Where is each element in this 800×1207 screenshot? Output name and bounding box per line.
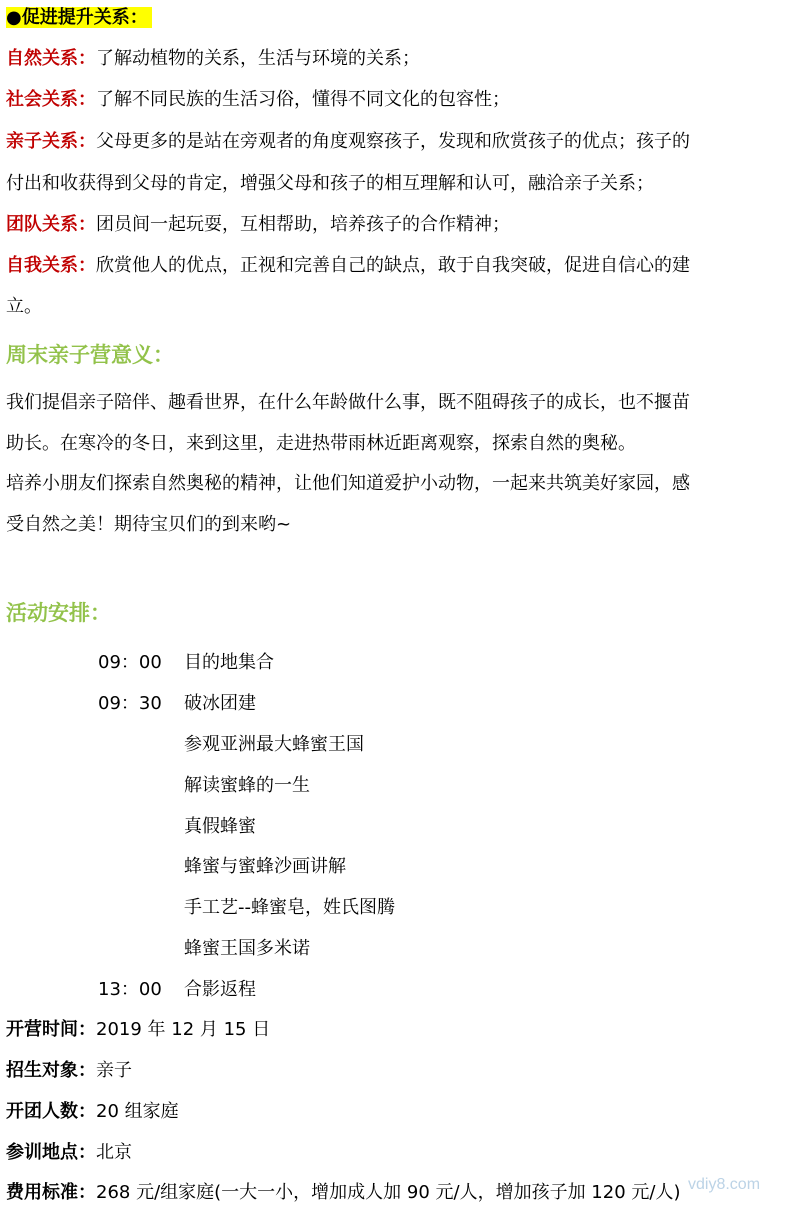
schedule-item: 参观亚洲最大蜂蜜王国 bbox=[184, 734, 364, 755]
schedule-time: 09：00 bbox=[98, 652, 162, 673]
relation-text: 了解不同民族的生活习俗，懂得不同文化的包容性； bbox=[96, 89, 510, 110]
info-label: 招生对象： bbox=[6, 1060, 96, 1081]
paragraph-line: 助长。在寒冷的冬日，来到这里，走进热带雨林近距离观察，探索自然的奥秘。 bbox=[6, 433, 636, 454]
schedule-item: 目的地集合 bbox=[184, 652, 274, 673]
relation-label: 社会关系： bbox=[6, 89, 96, 110]
schedule-item: 蜂蜜王国多米诺 bbox=[184, 938, 310, 959]
paragraph-line: 我们提倡亲子陪伴、趣看世界，在什么年龄做什么事，既不阻碍孩子的成长，也不揠苗 bbox=[6, 392, 690, 413]
relation-row bbox=[6, 254, 796, 278]
meaning-heading: 周末亲子营意义： bbox=[6, 343, 174, 367]
schedule-item: 蜂蜜与蜜蜂沙画讲解 bbox=[184, 856, 346, 877]
relation-text-continued: 立。 bbox=[6, 296, 42, 317]
info-label: 开团人数： bbox=[6, 1101, 96, 1122]
relation-row bbox=[6, 130, 796, 154]
schedule-heading: 活动安排： bbox=[6, 601, 111, 625]
paragraph-line: 受自然之美！期待宝贝们的到来哟~ bbox=[6, 514, 292, 535]
info-row-fee bbox=[6, 1181, 796, 1205]
paragraph-line: 培养小朋友们探索自然奥秘的精神，让他们知道爱护小动物，一起来共筑美好家园，感 bbox=[6, 473, 690, 494]
info-value: 2019 年 12 月 15 日 bbox=[96, 1019, 271, 1040]
relation-label: 自我关系： bbox=[6, 255, 96, 276]
info-value: 268 元/组家庭(一大一小，增加成人加 90 元/人，增加孩子加 120 元/人) bbox=[96, 1182, 681, 1203]
relation-text: 欣赏他人的优点，正视和完善自己的缺点，敢于自我突破，促进自信心的建 bbox=[96, 255, 690, 276]
schedule-time: 09：30 bbox=[98, 693, 162, 714]
relation-text: 团员间一起玩耍，互相帮助，培养孩子的合作精神； bbox=[96, 214, 510, 235]
info-label: 开营时间： bbox=[6, 1019, 96, 1040]
schedule-item: 真假蜂蜜 bbox=[184, 816, 256, 837]
schedule-time: 13：00 bbox=[98, 979, 162, 1000]
relation-text: 父母更多的是站在旁观者的角度观察孩子，发现和欣赏孩子的优点；孩子的 bbox=[96, 131, 690, 152]
schedule-item: 解读蜜蜂的一生 bbox=[184, 775, 310, 796]
relations-heading: ●促进提升关系： bbox=[6, 7, 152, 28]
schedule-item: 破冰团建 bbox=[184, 693, 256, 714]
info-value: 北京 bbox=[96, 1142, 132, 1163]
relation-row bbox=[6, 88, 796, 112]
relation-row bbox=[6, 213, 796, 237]
watermark: vdiy8.com bbox=[688, 1176, 761, 1193]
info-row-location bbox=[6, 1141, 796, 1165]
info-row-group-size bbox=[6, 1100, 796, 1124]
relation-label: 自然关系： bbox=[6, 48, 96, 69]
relation-label: 团队关系： bbox=[6, 214, 96, 235]
info-row-start-date bbox=[6, 1018, 796, 1042]
info-value: 20 组家庭 bbox=[96, 1101, 179, 1122]
relation-label: 亲子关系： bbox=[6, 131, 96, 152]
info-label: 费用标准： bbox=[6, 1182, 96, 1203]
schedule-item: 手工艺--蜂蜜皂，姓氏图腾 bbox=[184, 897, 395, 918]
section-heading-relations bbox=[6, 6, 796, 30]
info-row-audience bbox=[6, 1059, 796, 1083]
relation-row bbox=[6, 47, 796, 71]
schedule-item: 合影返程 bbox=[184, 979, 256, 1000]
info-label: 参训地点： bbox=[6, 1142, 96, 1163]
relation-text-continued: 付出和收获得到父母的肯定，增强父母和孩子的相互理解和认可，融洽亲子关系； bbox=[6, 173, 654, 194]
info-value: 亲子 bbox=[96, 1060, 132, 1081]
relation-text: 了解动植物的关系，生活与环境的关系； bbox=[96, 48, 420, 69]
